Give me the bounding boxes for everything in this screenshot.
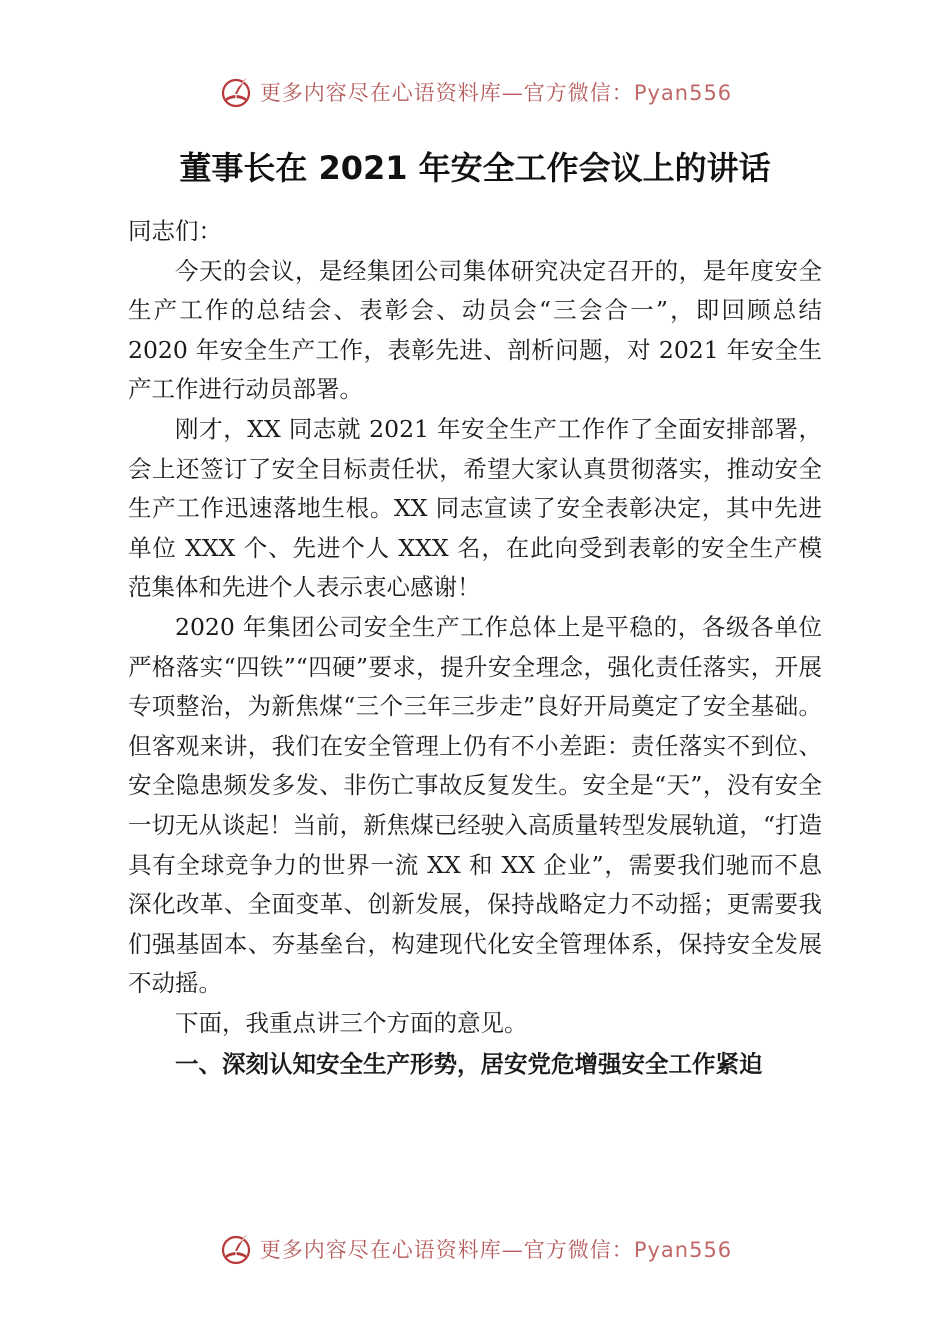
footer-banner bbox=[0, 1227, 950, 1271]
document-title: 董事长在 2021 年安全工作会议上的讲话 bbox=[179, 149, 771, 187]
paragraph: 刚才，XX 同志就 2021 年安全生产工作作了全面安排部署，会上还签订了安全目标责任状，希望大家认真贯彻落实，推动安全生产工作迅速落地生根。XX 同志宣读了安全表彰决定，其中先进单位 XXX 个、先进个人 XXX 名，在此向受到表彰的安全生产模范集体和先进个人表示衷心感谢！ bbox=[128, 414, 822, 602]
paragraph: 下面，我重点讲三个方面的意见。 bbox=[175, 1008, 528, 1037]
header-slogan-wechat-id: Pyan556 bbox=[633, 81, 733, 105]
book-quill-logo-icon bbox=[218, 1231, 254, 1267]
paragraph: 2020 年集团公司安全生产工作总体上是平稳的，各级各单位严格落实“四铁”“四硬”要求，提升安全理念，强化责任落实，开展专项整治，为新焦煤“三个三年三步走”良好开局奠定了安全基础。但客观来讲，我们在安全管理上仍有不小差距：责任落实不到位、安全隐患频发多发、非伤亡事故反复发生。安全是“天”，没有安全一切无从谈起！当前，新焦煤已经驶入高质量转型发展轨道，“打造具有全球竞争力的世界一流 XX 和 XX 企业”，需要我们驰而不息深化改革、全面变革、创新发展，保持战略定力不动摇；更需要我们强基固本、夯基垒台，构建现代化安全管理体系，保持安全发展不动摇。 bbox=[128, 612, 822, 998]
header-slogan bbox=[260, 77, 732, 107]
section-heading: 一、深刻认知安全生产形势，居安党危增强安全工作紧迫 bbox=[175, 1050, 763, 1079]
header-slogan-cn: 更多内容尽在心语资料库—官方微信： bbox=[259, 81, 634, 105]
paragraph: 今天的会议，是经集团公司集体研究决定召开的，是年度安全生产工作的总结会、表彰会、动员会“三会合一”，即回顾总结 2020 年安全生产工作，表彰先进、剖析问题，对 2021 年安全生产工作进行动员部署。 bbox=[128, 256, 822, 404]
book-quill-logo-icon bbox=[218, 74, 254, 110]
salutation: 同志们： bbox=[128, 217, 222, 245]
document-body bbox=[128, 212, 822, 1085]
footer-slogan-wechat-id: Pyan556 bbox=[633, 1238, 733, 1262]
header-banner bbox=[0, 70, 950, 114]
footer-slogan-cn: 更多内容尽在心语资料库—官方微信： bbox=[259, 1238, 634, 1262]
footer-slogan bbox=[260, 1234, 732, 1264]
